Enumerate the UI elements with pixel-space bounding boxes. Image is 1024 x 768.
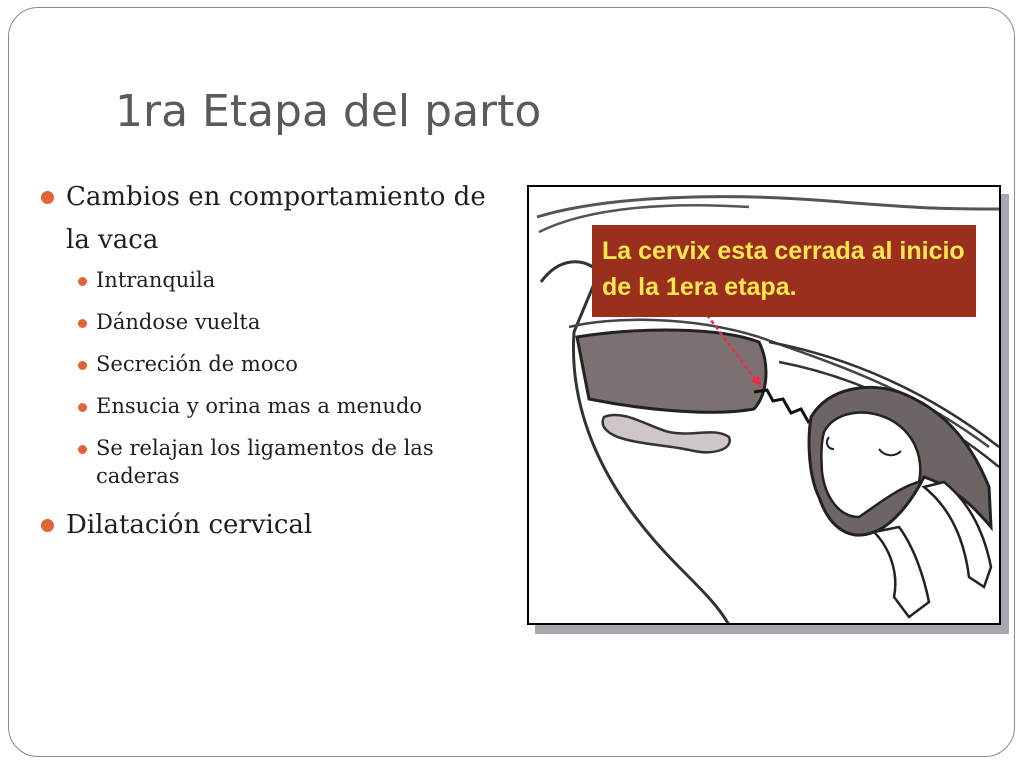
bullet-text: Cambios en comportamiento de la vaca xyxy=(66,182,486,255)
sub-bullet-item xyxy=(38,266,508,294)
slide-title: 1ra Etapa del parto xyxy=(115,86,542,137)
bullet-dot-icon xyxy=(78,277,87,286)
bullet-dot-icon xyxy=(78,445,87,454)
bullet-item xyxy=(38,504,508,547)
sub-bullet-text: Secreción de moco xyxy=(96,352,298,376)
sub-bullet-item xyxy=(38,308,508,336)
bullet-dot-icon xyxy=(41,519,54,532)
bullet-item xyxy=(38,176,508,262)
sub-bullet-item xyxy=(38,392,508,420)
sub-bullet-text: Ensucia y orina mas a menudo xyxy=(96,394,423,418)
sub-bullet-list xyxy=(38,266,508,490)
cervix-callout: La cervix esta cerrada al inicio de la 1era etapa. xyxy=(592,225,976,317)
sub-bullet-item xyxy=(38,434,508,490)
bullet-dot-icon xyxy=(78,403,87,412)
sub-bullet-text: Se relajan los ligamentos de las caderas xyxy=(96,436,434,488)
bullet-content xyxy=(38,176,508,551)
bullet-dot-icon xyxy=(78,319,87,328)
bullet-dot-icon xyxy=(41,191,54,204)
sub-bullet-text: Intranquila xyxy=(96,268,216,292)
bullet-dot-icon xyxy=(78,361,87,370)
bullet-text: Dilatación cervical xyxy=(66,510,313,540)
sub-bullet-text: Dándose vuelta xyxy=(96,310,261,334)
sub-bullet-item xyxy=(38,350,508,378)
